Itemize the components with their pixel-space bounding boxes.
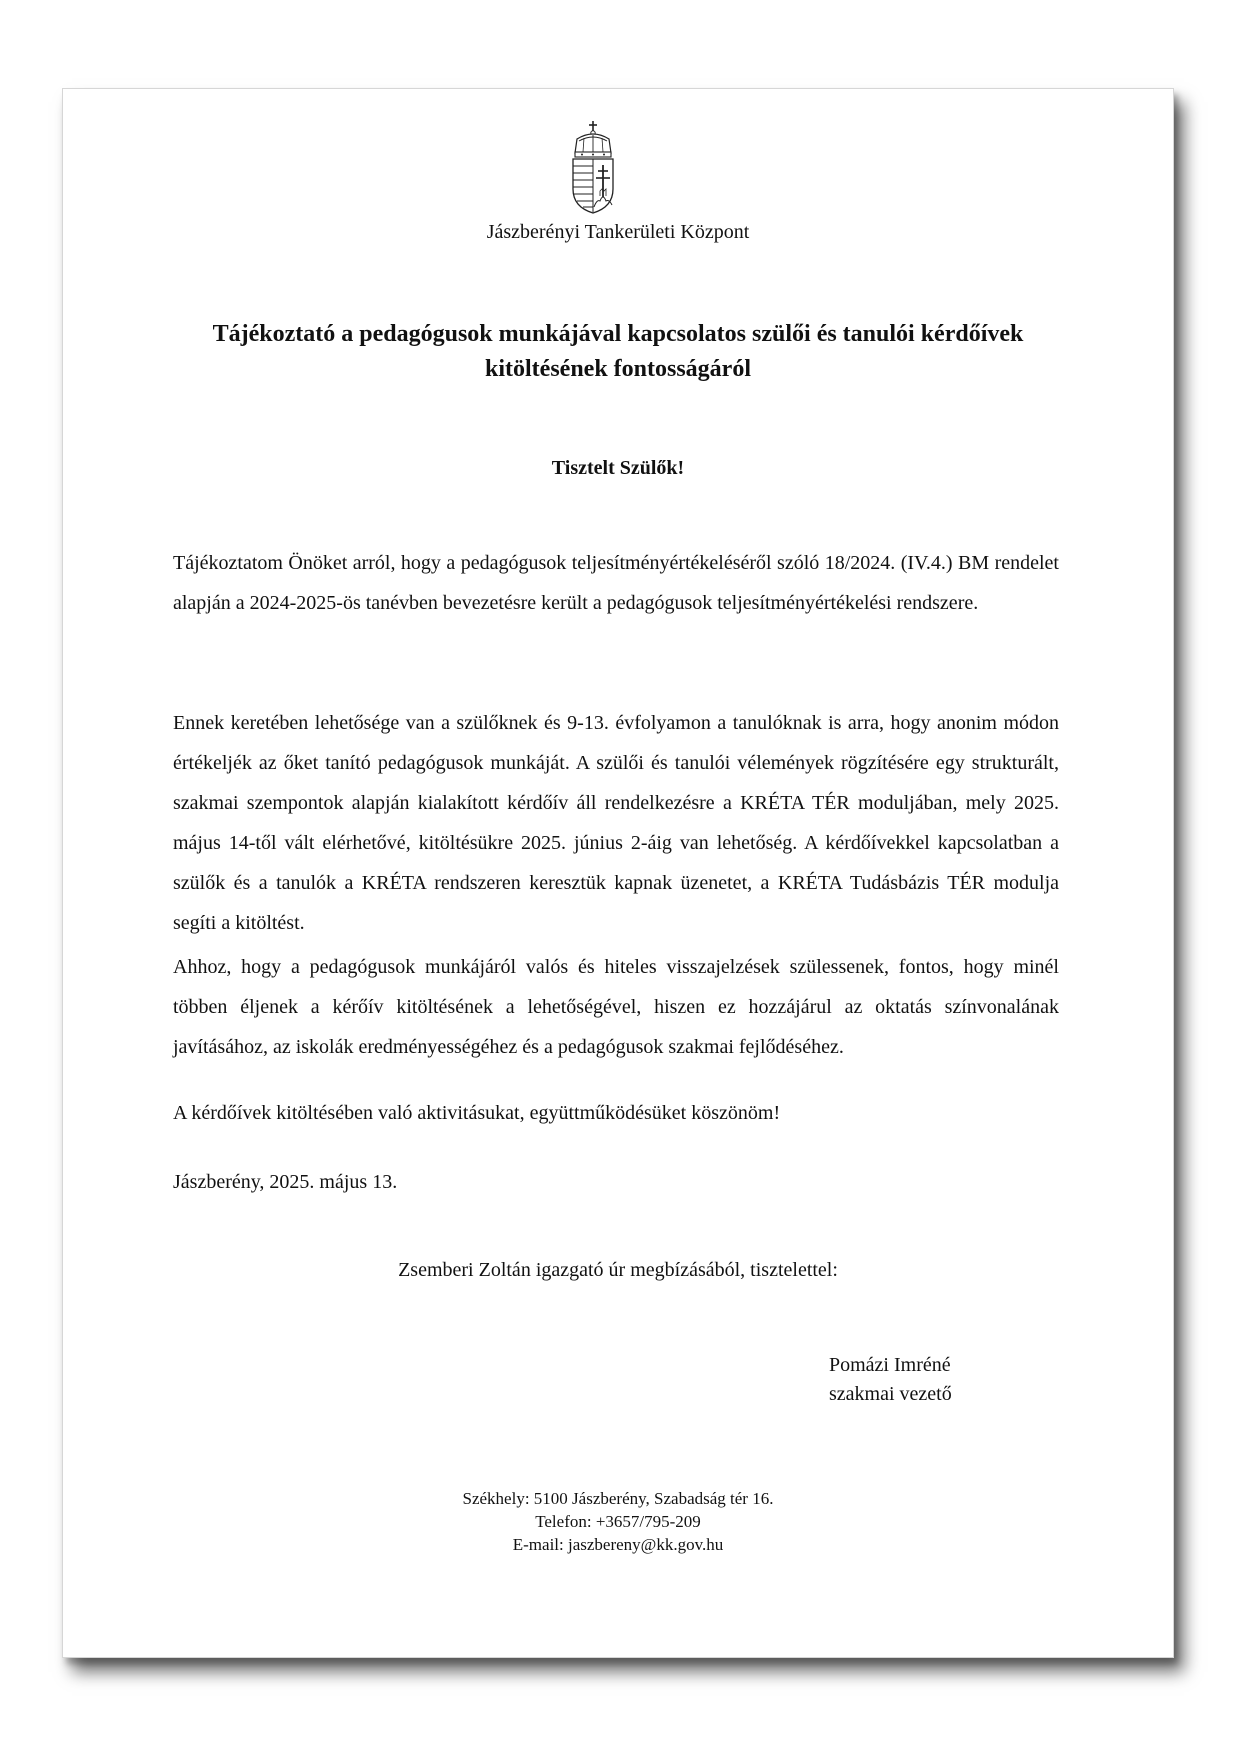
title-line-2: kitöltésének fontosságáról — [485, 356, 751, 382]
signature-block — [829, 1351, 952, 1409]
organization-name: Jászberényi Tankerületi Központ — [486, 221, 750, 243]
document-page — [62, 88, 1174, 1658]
signer-position: szakmai vezető — [829, 1383, 952, 1405]
footer-contact — [63, 1487, 1173, 1556]
footer-phone: Telefon: +3657/795-209 — [535, 1512, 701, 1531]
body-paragraph-3: Ahhoz, hogy a pedagógusok munkájáról valós és hiteles visszajelzések szülessenek, fontos, hogy minél többen éljenek a kérőív kitöltésének a lehetőségével, hiszen ez hozzájárul az oktatás színvonalának javításához, az iskolák eredményességéhez és a pedagógusok szakmai fejlődéséhez. — [173, 956, 1059, 1058]
footer-address: Székhely: 5100 Jászberény, Szabadság tér 16. — [462, 1489, 774, 1508]
document-title — [153, 317, 1083, 387]
coat-of-arms-icon — [569, 119, 617, 215]
place-and-date: Jászberény, 2025. május 13. — [173, 1171, 398, 1193]
salutation: Tisztelt Szülők! — [551, 457, 685, 479]
closing-line: Zsemberi Zoltán igazgató úr megbízásából, tisztelettel: — [398, 1259, 838, 1281]
title-line-1: Tájékoztató a pedagógusok munkájával kapcsolatos szülői és tanulói kérdőívek — [212, 321, 1024, 347]
body-paragraph-2: Ennek keretében lehetősége van a szülőknek és 9-13. évfolyamon a tanulóknak is arra, hogy anonim módon értékeljék az őket tanító pedagógusok munkáját. A szülői és tanulói vélemények rögzítésére egy strukturált, szakmai szempontok alapján kialakított kérdőív áll rendelkezésre a KRÉTA TÉR moduljában, mely 2025. május 14-től vált elérhetővé, kitöltésükre 2025. június 2-áig van lehetőség. A kérdőívekkel kapcsolatban a szülők és a tanulók a KRÉTA rendszeren keresztük kapnak üzenetet, a KRÉTA Tudásbázis TÉR modulja segíti a kitöltést. — [173, 712, 1059, 934]
signer-name: Pomázi Imréné — [829, 1354, 951, 1376]
body-paragraph-1: Tájékoztatom Önöket arról, hogy a pedagógusok teljesítményértékeléséről szóló 18/2024. (IV.4.) BM rendelet alapján a 2024-2025-ös tanévben bevezetésre került a pedagógusok teljesítményértékelési rendszere. — [173, 552, 1059, 614]
body-paragraph-4: A kérdőívek kitöltésében való aktivitásukat, együttműködésüket köszönöm! — [173, 1102, 781, 1124]
footer-email: E-mail: jaszbereny@kk.gov.hu — [512, 1535, 724, 1554]
